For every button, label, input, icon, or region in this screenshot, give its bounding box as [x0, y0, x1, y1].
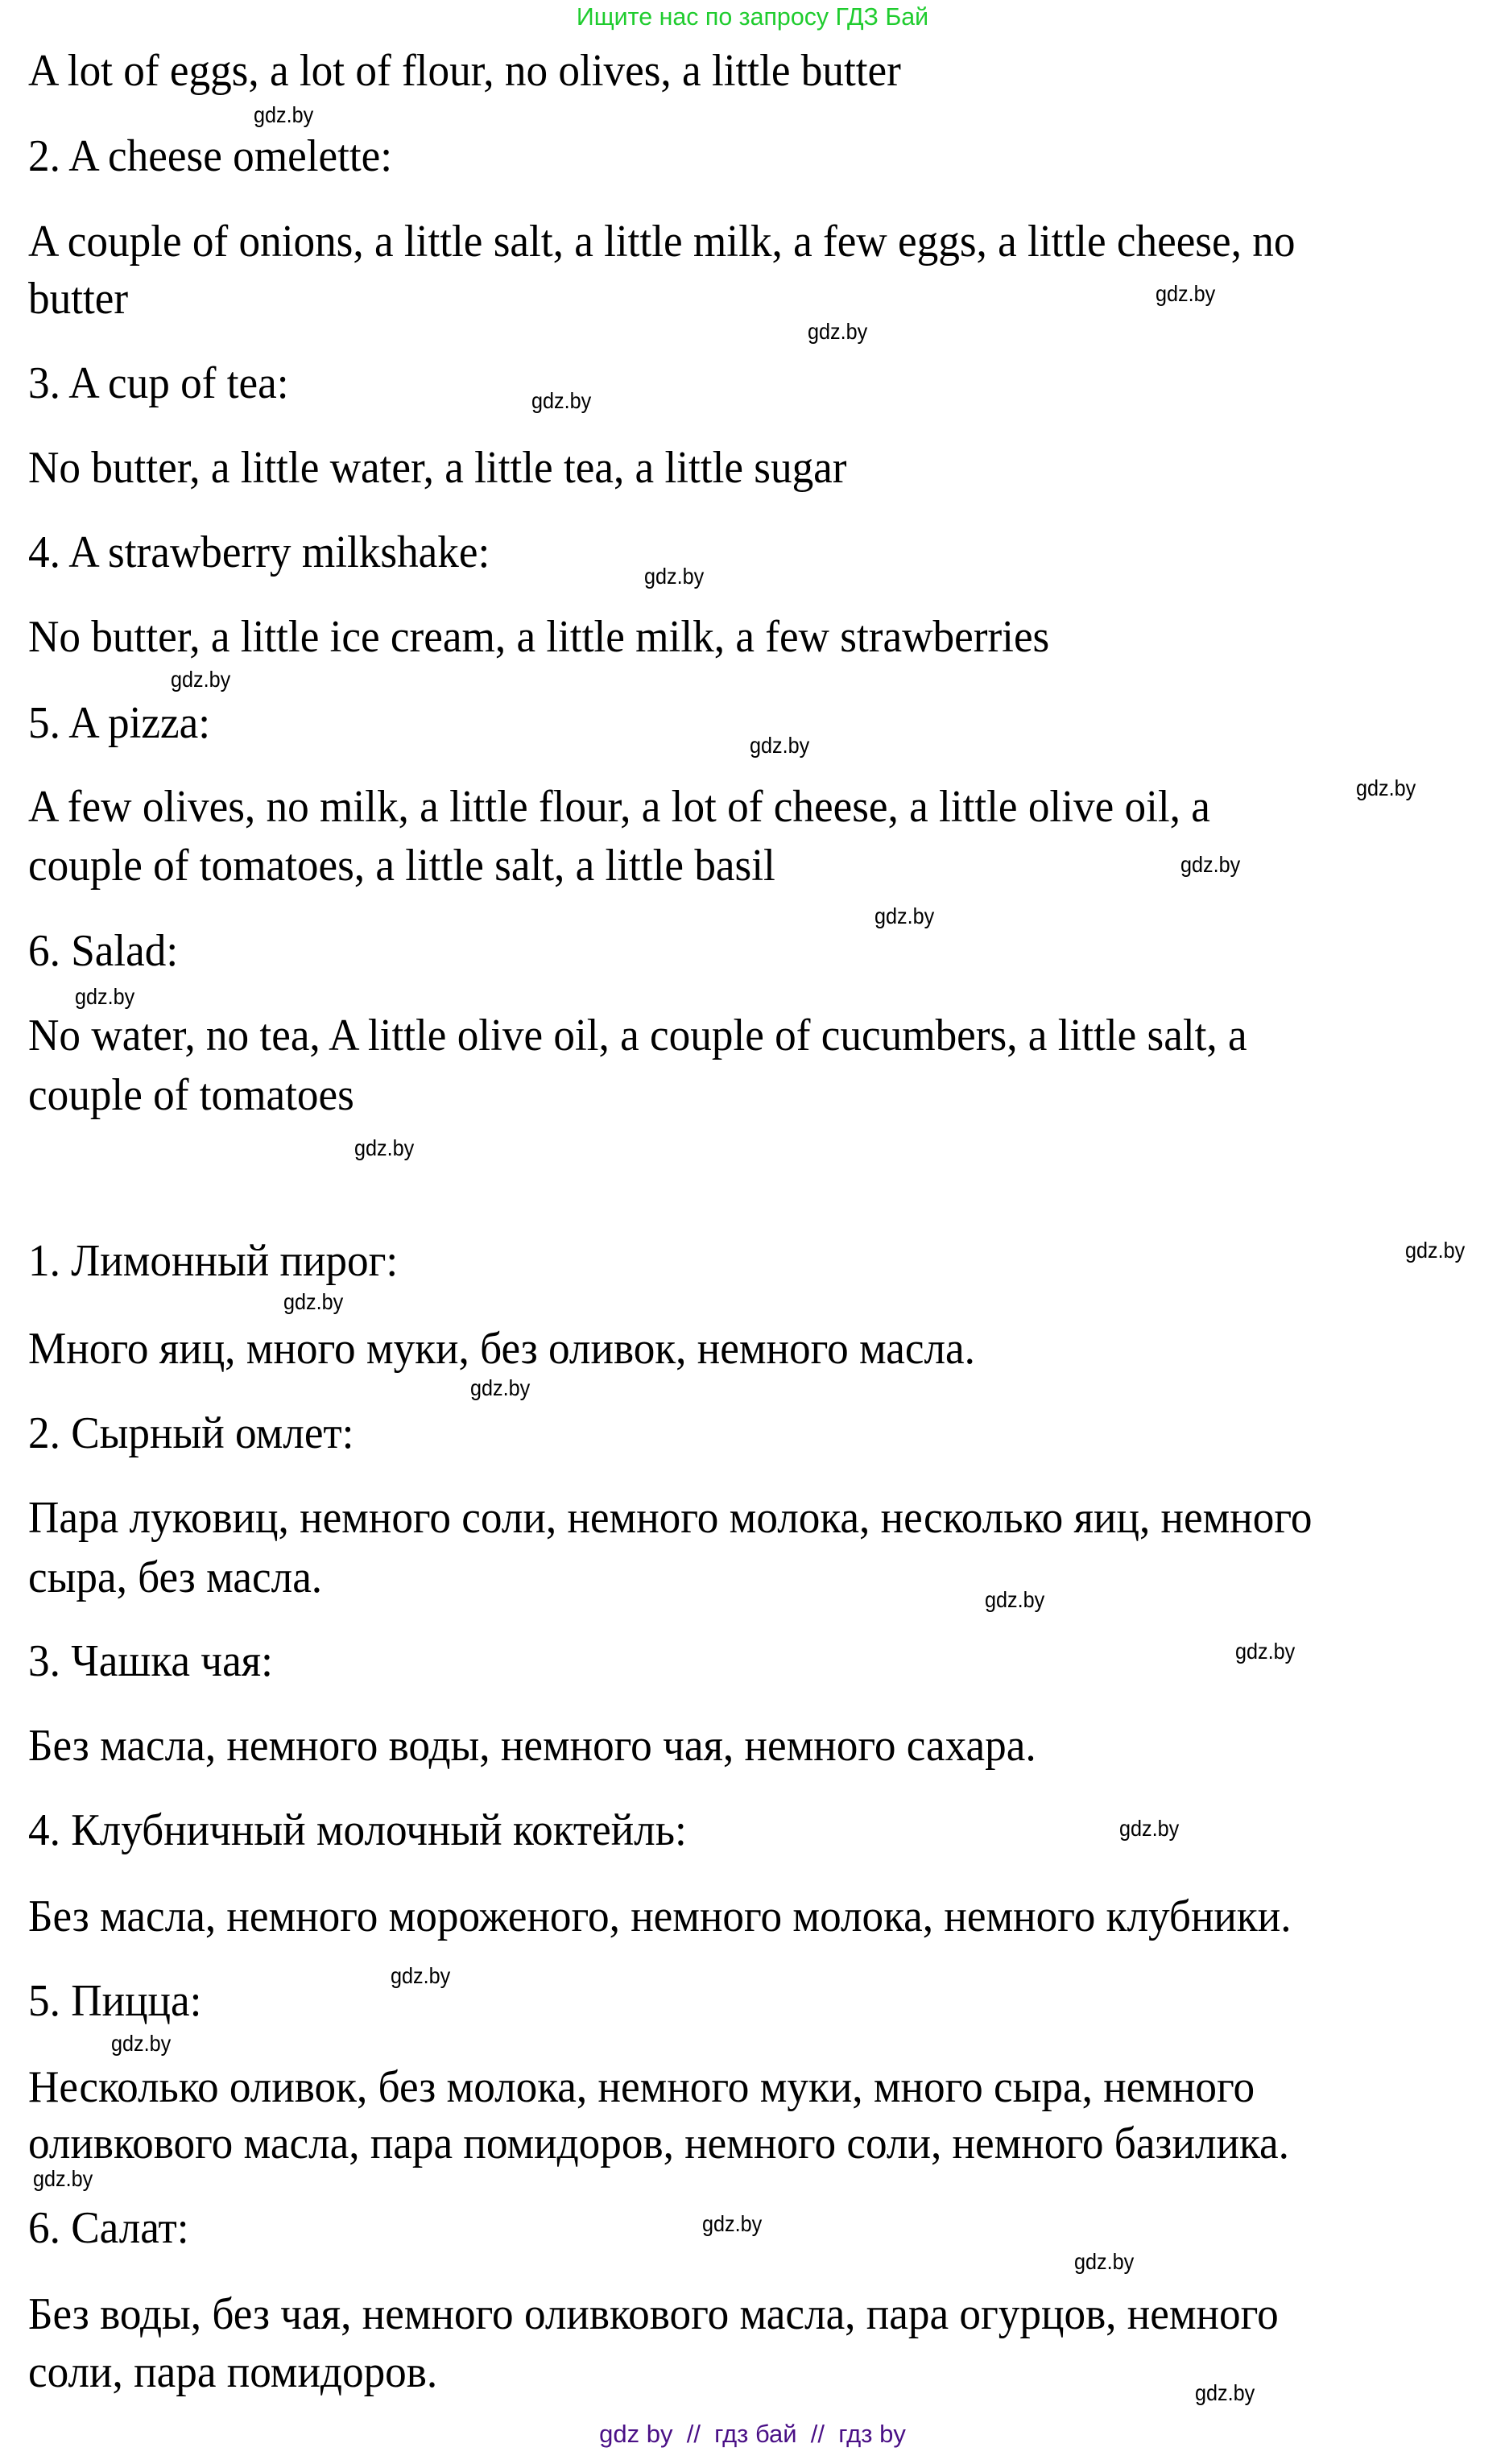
ru-salad-title: 6. Салат: — [28, 2203, 189, 2253]
lemon-pie-ingredients: A lot of eggs, a lot of flour, no olives, a little butter — [28, 46, 901, 96]
salad-ingredients-line2: couple of tomatoes — [28, 1070, 354, 1120]
ru-pizza-ingredients-line2: оливкового масла, пара помидоров, немного соли, немного базилика. — [28, 2119, 1289, 2168]
watermark: gdz.by — [808, 319, 868, 344]
footer-site-links[interactable]: gdz by // гдз бай // гдз by — [599, 2420, 906, 2448]
watermark: gdz.by — [354, 1135, 415, 1160]
cheese-omelette-title: 2. A cheese omelette: — [28, 131, 393, 181]
ru-cheese-omelette-title: 2. Сырный омлет: — [28, 1408, 354, 1458]
ru-cheese-omelette-ingredients-line2: сыра, без масла. — [28, 1552, 323, 1602]
milkshake-title: 4. A strawberry milkshake: — [28, 527, 490, 577]
ru-milkshake-title: 4. Клубничный молочный коктейль: — [28, 1805, 687, 1855]
watermark: gdz.by — [702, 2211, 763, 2236]
salad-ingredients-line1: No water, no tea, A little olive oil, a couple of cucumbers, a little salt, a — [28, 1011, 1247, 1060]
watermark: gdz.by — [283, 1289, 344, 1314]
ru-lemon-pie-title: 1. Лимонный пирог: — [28, 1236, 399, 1286]
watermark: gdz.by — [750, 733, 810, 758]
ru-pizza-ingredients-line1: Несколько оливок, без молока, немного муки, много сыра, немного — [28, 2062, 1255, 2112]
watermark: gdz.by — [75, 984, 135, 1009]
watermark: gdz.by — [254, 102, 314, 127]
watermark: gdz.by — [1405, 1238, 1466, 1263]
ru-pizza-title: 5. Пицца: — [28, 1976, 202, 2026]
ru-salad-ingredients-line2: соли, пара помидоров. — [28, 2347, 438, 2397]
pizza-title: 5. A pizza: — [28, 698, 211, 748]
watermark: gdz.by — [1074, 2249, 1135, 2274]
ru-cup-of-tea-title: 3. Чашка чая: — [28, 1636, 273, 1686]
watermark: gdz.by — [1119, 1816, 1180, 1841]
watermark: gdz.by — [171, 667, 231, 692]
pizza-ingredients-line2: couple of tomatoes, a little salt, a little basil — [28, 841, 775, 891]
salad-title: 6. Salad: — [28, 926, 179, 976]
ru-lemon-pie-ingredients: Много яиц, много муки, без оливок, немного масла. — [28, 1324, 975, 1374]
pizza-ingredients-line1: A few olives, no milk, a little flour, a lot of cheese, a little olive oil, a — [28, 782, 1210, 832]
search-promo-banner[interactable]: Ищите нас по запросу ГДЗ Бай — [576, 2, 929, 31]
cup-of-tea-ingredients: No butter, a little water, a little tea, a little sugar — [28, 443, 847, 493]
cheese-omelette-ingredients-line2: butter — [28, 274, 129, 324]
cheese-omelette-ingredients-line1: A couple of onions, a little salt, a little milk, a few eggs, a little cheese, no — [28, 217, 1296, 267]
watermark: gdz.by — [33, 2166, 93, 2191]
watermark: gdz.by — [1156, 281, 1216, 306]
watermark: gdz.by — [391, 1963, 451, 1988]
watermark: gdz.by — [1356, 775, 1416, 800]
ru-cup-of-tea-ingredients: Без масла, немного воды, немного чая, немного сахара. — [28, 1721, 1036, 1771]
watermark: gdz.by — [1180, 852, 1241, 877]
cup-of-tea-title: 3. A cup of tea: — [28, 358, 289, 408]
watermark: gdz.by — [985, 1587, 1045, 1612]
ru-milkshake-ingredients: Без масла, немного мороженого, немного молока, немного клубники. — [28, 1891, 1292, 1941]
watermark: gdz.by — [1235, 1639, 1296, 1664]
milkshake-ingredients: No butter, a little ice cream, a little milk, a few strawberries — [28, 612, 1050, 662]
watermark: gdz.by — [644, 564, 705, 589]
watermark: gdz.by — [531, 388, 592, 413]
watermark: gdz.by — [111, 2031, 172, 2056]
ru-cheese-omelette-ingredients-line1: Пара луковиц, немного соли, немного молока, несколько яиц, немного — [28, 1493, 1313, 1543]
watermark: gdz.by — [470, 1375, 531, 1400]
ru-salad-ingredients-line1: Без воды, без чая, немного оливкового масла, пара огурцов, немного — [28, 2289, 1279, 2339]
watermark: gdz.by — [1195, 2380, 1255, 2405]
watermark: gdz.by — [874, 903, 935, 928]
